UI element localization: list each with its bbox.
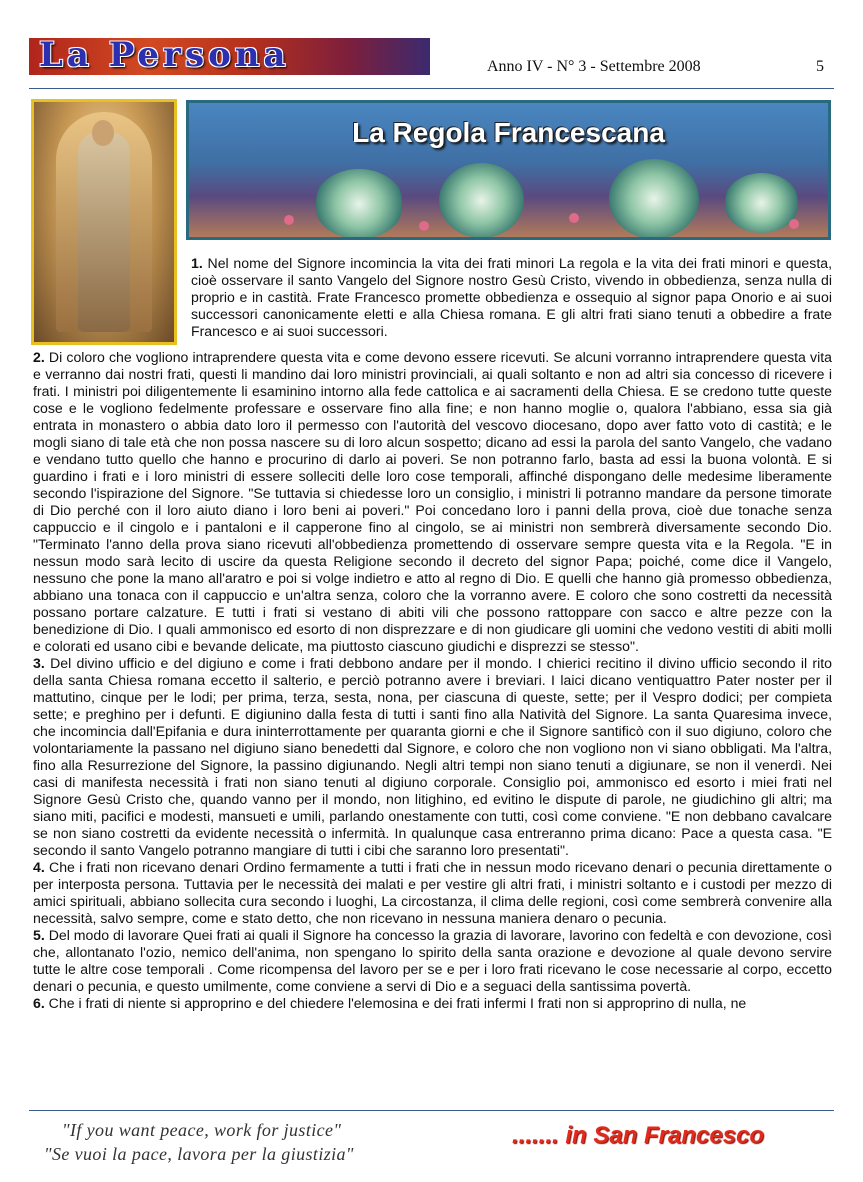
photo-head xyxy=(92,120,114,146)
banner-flower xyxy=(569,213,579,223)
footer-divider xyxy=(29,1110,834,1111)
issue-info: Anno IV - N° 3 - Settembre 2008 xyxy=(487,58,701,75)
footer-tagline: ....... in San Francesco xyxy=(512,1122,765,1149)
title-banner xyxy=(186,100,831,240)
paragraph-text: Del modo di lavorare Quei frati ai quali il Signore ha concesso la grazia di lavorare, lavorino con fedeltà e con devozione, così che, allontanato l'ozio, nemico dell'anima, non spengano lo spirito della santa orazione e devozione al quale devono servire tutte le altre cose temporali . Come ricompensa del lavoro per se e per i loro frati ricevano le cose necessarie al corpo, eccetto denari o pecunia, e questo umilmente, come conviene a servi di Dio e a seguaci della santissima povertà. xyxy=(33,927,832,994)
paragraph xyxy=(33,349,832,655)
saint-francis-photo xyxy=(31,99,177,345)
footer-motto-italian: "Se vuoi la pace, lavora per la giustizia" xyxy=(44,1144,354,1164)
paragraph-text: Che i frati non ricevano denari Ordino fermamente a tutti i frati che in nessun modo ricevano denari o pecunia direttamente o per interposta persona. Tuttavia per le necessità dei malati e per vestire gli altri frati, i ministri soltanto e i custodi per mezzo di amici spirituali, abbiano sollecita cura secondo i luoghi, La circostanza, il clima delle regioni, così come sembrerà convenire alla necessità, salvo sempre, come e stato detto, che non ricevano in nessuna maniera denaro o pecunia. xyxy=(33,859,832,926)
paragraph-text: Del divino ufficio e del digiuno e come i frati debbono andare per il mondo. I chierici recitino il divino ufficio secondo il rito della santa Chiesa romana eccetto il salterio, e perciò potranno avere i breviari. I laici dicano ventiquattro Pater noster per il mattutino, cinque per le lodi; per prima, terza, sesta, nona, per ciascuna di queste, sette; per il Vespro dodici; per compieta sette; e preghino per i defunti. E digiunino dalla festa di tutti i santi fino alla Natività del Signore. La santa Quaresima invece, che incomincia dall'Epifania e dura ininterrottamente per quaranta giorni e che il Signore santificò con il suo digiuno, coloro che volontariamente la passano nel digiuno siano benedetti dal Signore, e coloro che non vogliono non vi siano obbligati. Ma l'altra, fino alla Resurrezione del Signore, la passino digiunando. Negli altri tempi non siano tenuti a digiunare, se non il venerdì. Nei casi di manifesta necessità i frati non siano tenuti al digiuno corporale. Consiglio poi, ammonisco ed esorto i miei frati nel Signore Gesù Cristo che, quando vanno per il mondo, non litighino, ed evitino le dispute di parole, ne giudichino gli altri; ma siano miti, pacifici e modesti, mansueti e umili, parlando onestamente con tutti, così come conviene. "E non debbano cavalcare se non siano costretti da evidente necessità o infermità. In qualunque casa entreranno prima dicano: Pace a questa casa. "E secondo il santo Vangelo potranno mangiare di tutti i cibi che saranno loro presentati". xyxy=(33,655,832,858)
paragraph-text: Che i frati di niente si approprino e del chiedere l'elemosina e dei frati infermi I frati non si approprino di nulla, ne xyxy=(44,995,747,1011)
section-number: 1. xyxy=(191,255,203,271)
paragraph xyxy=(33,655,832,859)
paragraph-text: Di coloro che vogliono intraprendere questa vita e come devono essere ricevuti. Se alcuni vorranno intraprendere questa vita e verranno dai nostri frati, questi li mandino dai loro ministri provinciali, ai quali soltanto e non ad altri sia concesso di ricevere i frati. I ministri poi diligentemente li esaminino intorno alla fede cattolica e ai sacramenti della Chiesa. E se credono tutte queste cose e le vogliono fedelmente professare e osservare fino alla fine; e non hanno moglie o, qualora l'abbiano, essa sia già entrata in monastero o abbia dato loro il permesso con l'autorità del vescovo diocesano, dopo aver fatto voto di castità; e le mogli siano di tale età che non possa nascere su di loro alcun sospetto; dicano ad essi la parola del santo Vangelo, che vadano e vendano tutto quello che hanno e procurino di darlo ai poveri. Se non potranno farlo, basta ad essi la buona volontà. E si guardino i frati e i loro ministri di essere solleciti delle loro cose temporali, affinché dispongano delle medesime liberamente secondo l'ispirazione del Signore. "Se tuttavia si chiedesse loro un consiglio, i ministri li potranno mandare da persone timorate di Dio perché con il loro aiuto diano i loro beni ai poveri." Poi concedano loro i panni della prova, cioè due tonache senza cappuccio e il cingolo e i pantaloni e il capperone fino al cingolo, se ai ministri non sembrerà diversamente secondo Dio. "Terminato l'anno della prova siano ricevuti all'obbedienza promettendo di osservare sempre questa vita e la Regola. "E in nessun modo sarà lecito di uscire da questa Religione secondo il decreto del signor Papa; poiché, come dice il Vangelo, nessuno che pone la mano all'aratro e poi si volge indietro e atto al regno di Dio. E quelli che hanno già promesso obbedienza, abbiano una tonaca con il cappuccio e un'altra senza, coloro che la vorranno avere. E coloro che sono costretti da necessità possano portare calzature. E tutti i frati si vestano di abiti vili che possono rattoppare con sacco e altre pezze con la benedizione di Dio. I quali ammonisco ed esorto di non disprezzare e di non giudicare gli uomini che vedono vestiti di abiti molli e colorati ed usano cibi e bevande delicate, ma piuttosto ciascuno giudichi e disprezzi se stesso". xyxy=(33,349,832,654)
footer-motto-english: "If you want peace, work for justice" xyxy=(62,1120,342,1140)
logo-text: La Persona xyxy=(39,38,290,75)
masthead-logo xyxy=(29,38,430,75)
paragraph xyxy=(33,859,832,927)
paragraph-text: Nel nome del Signore incomincia la vita dei frati minori La regola e la vita dei frati minori e questa, cioè osservare il santo Vangelo del Signore nostro Gesù Cristo, vivendo in obbedienza, senza nulla di proprio e in castità. Frate Francesco promette obbedienza e ossequio al signor papa Onorio e ai suoi successori canonicamente eletti e alla Chiesa romana. E gli altri frati siano tenuti a obbedire a frate Francesco e ai suoi successori. xyxy=(191,255,832,339)
banner-tree xyxy=(439,163,524,238)
banner-flower xyxy=(284,215,294,225)
article-intro xyxy=(191,255,832,340)
banner-tree xyxy=(609,159,699,239)
paragraph xyxy=(191,255,832,340)
section-number: 4. xyxy=(33,859,45,875)
banner-tree xyxy=(724,173,799,233)
paragraph xyxy=(33,995,832,1012)
banner-flower xyxy=(419,221,429,231)
header-divider xyxy=(29,88,834,89)
section-number: 5. xyxy=(33,927,45,943)
paragraph xyxy=(33,927,832,995)
photo-figure xyxy=(78,132,130,332)
page-number: 5 xyxy=(816,58,824,75)
article-title: La Regola Francescana xyxy=(352,117,665,148)
section-number: 2. xyxy=(33,349,45,365)
section-number: 6. xyxy=(33,995,45,1011)
banner-tree xyxy=(314,169,404,239)
banner-flower xyxy=(789,219,799,229)
section-number: 3. xyxy=(33,655,45,671)
article-body xyxy=(33,349,832,1012)
